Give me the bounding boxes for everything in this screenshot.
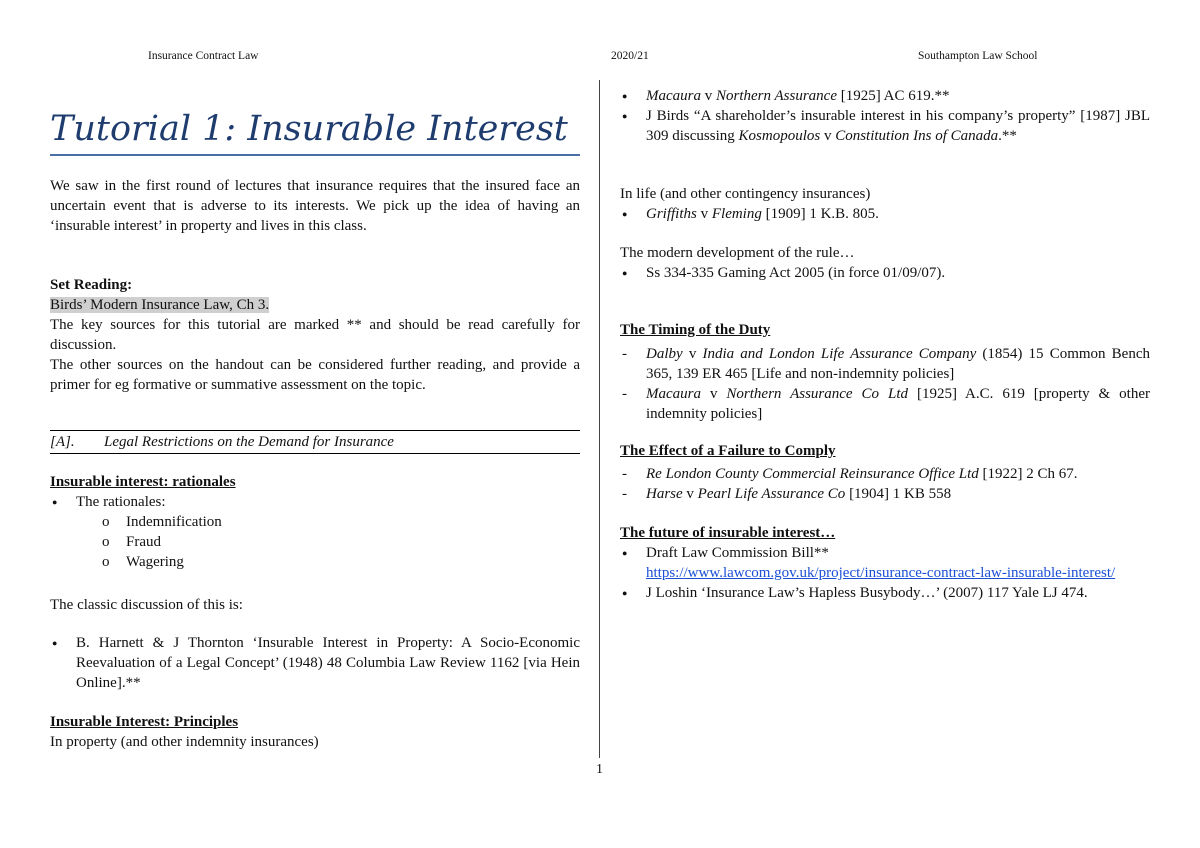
set-reading-note-1: The key sources for this tutorial are marked ** and should be read carefully for discussion. xyxy=(50,317,580,353)
case-list-property xyxy=(620,86,1150,146)
case-party: India and London Life Assurance Company xyxy=(702,346,977,362)
birds-article xyxy=(620,106,1150,146)
case-party: Kosmopoulos xyxy=(738,128,821,144)
case-party: Fleming xyxy=(711,206,762,222)
list-item-fraud: o Fraud xyxy=(102,532,580,552)
draft-bill xyxy=(620,543,1150,583)
life-heading: In life (and other contingency insurances) xyxy=(620,186,871,202)
effect-list xyxy=(620,464,1150,504)
case-party: Constitution Ins of Canada xyxy=(835,128,999,144)
harnett-text: ● B. Harnett & J Thornton ‘Insurable Interest in Property: A Socio-Economic Reevaluation of a Legal Concept’ (1948) 48 Columbia Law Review 1162 [via Hein Online].** xyxy=(50,633,580,693)
gaming-act: ● Ss 334-335 Gaming Act 2005 (in force 01/09/07). xyxy=(620,263,1150,283)
header-left: Insurance Contract Law xyxy=(148,50,259,62)
case-versus: v xyxy=(701,386,727,402)
re-london-case xyxy=(620,464,1150,484)
harse-case xyxy=(620,484,1150,504)
list-item-indemnification: o Indemnification xyxy=(102,512,580,532)
case-citation: [1925] A.C. 619 [property & other indemnity policies] xyxy=(646,386,1150,422)
modern-list xyxy=(620,263,1150,283)
case-versus: v xyxy=(682,346,703,362)
case-party: Dalby xyxy=(646,346,683,362)
case-citation: [1909] 1 K.B. 805. xyxy=(761,206,879,222)
rationales-heading: Insurable interest: rationales xyxy=(50,474,236,490)
case-party: Pearl Life Assurance Co xyxy=(697,486,846,502)
section-a-heading xyxy=(50,430,580,454)
case-party: Northern Assurance xyxy=(716,88,837,104)
case-party: Re London County Commercial Reinsurance Office Ltd xyxy=(646,466,979,482)
harnett-reference xyxy=(50,633,580,693)
section-a-label: [A]. xyxy=(50,434,75,450)
case-party: Macaura xyxy=(646,386,701,402)
case-citation: [1904] 1 KB 558 xyxy=(845,486,952,502)
case-versus: v xyxy=(682,486,698,502)
case-party: Griffiths xyxy=(646,206,697,222)
case-citation: [1922] 2 Ch 67. xyxy=(978,466,1078,482)
list-item-wagering: o Wagering xyxy=(102,552,580,572)
griffiths-case xyxy=(620,204,1150,224)
macaura-case-2 xyxy=(620,384,1150,424)
case-list-life xyxy=(620,204,1150,224)
macaura-case xyxy=(620,86,1150,106)
draft-bill-label: Draft Law Commission Bill** xyxy=(646,545,829,561)
future-list xyxy=(620,543,1150,603)
page-number: 1 xyxy=(596,762,603,777)
case-versus: v xyxy=(701,88,716,104)
future-heading: The future of insurable interest… xyxy=(620,525,836,541)
rationales-bullet: ● The rationales: xyxy=(50,492,580,512)
section-a-title: Legal Restrictions on the Demand for Insurance xyxy=(104,434,394,450)
rationales-list xyxy=(50,492,580,572)
classic-discussion: The classic discussion of this is: xyxy=(50,597,243,613)
column-divider xyxy=(599,80,600,758)
case-versus: v xyxy=(820,128,836,144)
principles-heading: Insurable Interest: Principles xyxy=(50,714,239,730)
set-reading-note-2: The other sources on the handout can be considered further reading, and provide a primer for eg formative or summative assessment on the topic. xyxy=(50,357,580,393)
set-reading-book xyxy=(50,295,580,315)
timing-heading: The Timing of the Duty xyxy=(620,322,771,338)
loshin-article: ● J Loshin ‘Insurance Law’s Hapless Busybody…’ (2007) 117 Yale LJ 474. xyxy=(620,583,1150,603)
case-versus: v xyxy=(696,206,712,222)
modern-heading: The modern development of the rule… xyxy=(620,245,855,261)
effect-heading: The Effect of a Failure to Comply xyxy=(620,443,836,459)
intro-paragraph: We saw in the first round of lectures that insurance requires that the insured face an uncertain event that is adverse to its interests. We pick up the idea of having an ‘insurable interest’ in property and lives in this class. xyxy=(50,178,580,234)
law-commission-link[interactable]: https://www.lawcom.gov.uk/project/insurance-contract-law-insurable-interest/ xyxy=(646,565,1116,581)
dalby-case xyxy=(620,344,1150,384)
case-citation: .** xyxy=(998,128,1017,144)
header-right: Southampton Law School xyxy=(918,50,1038,62)
case-party: Macaura xyxy=(646,88,701,104)
case-citation: [1925] AC 619.** xyxy=(836,88,950,104)
timing-list xyxy=(620,344,1150,424)
header-center: 2020/21 xyxy=(611,50,649,62)
case-party: Northern Assurance Co Ltd xyxy=(726,386,908,402)
case-party: Harse xyxy=(646,486,683,502)
article-text: J Birds “A shareholder’s insurable interest in his company’s property” [1987] JBL 309 discussing xyxy=(646,108,1150,144)
case-citation: (1854) 15 Common Bench 365, 139 ER 465 [Life and non-indemnity policies] xyxy=(646,346,1151,382)
set-reading-heading: Set Reading: xyxy=(50,277,133,293)
highlighted-reading: Birds’ Modern Insurance Law, Ch 3. xyxy=(50,297,270,313)
principles-sub: In property (and other indemnity insurances) xyxy=(50,734,319,750)
page-title: Tutorial 1: Insurable Interest xyxy=(50,106,580,156)
